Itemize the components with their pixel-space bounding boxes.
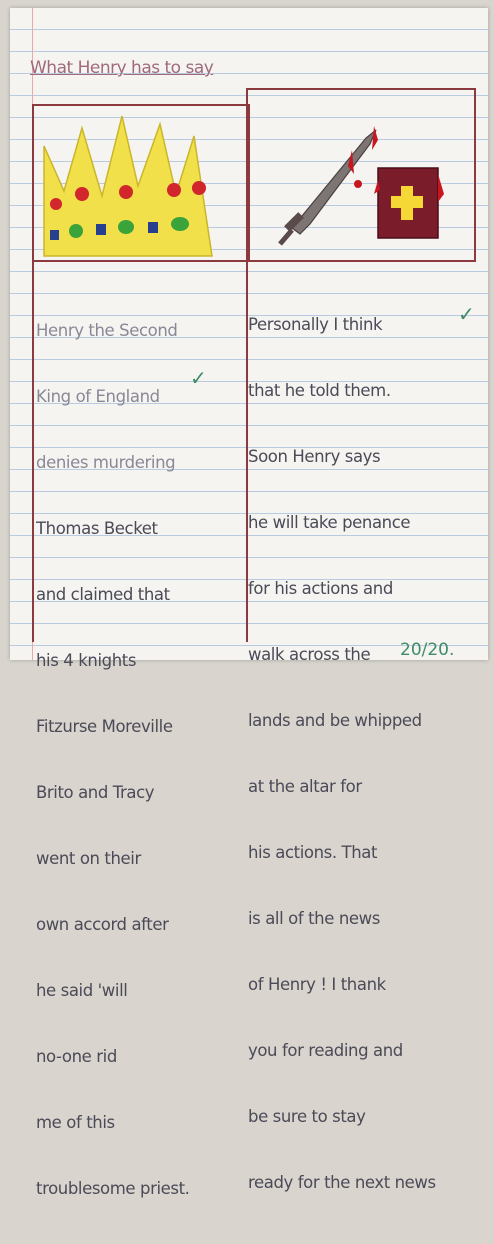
- green-jewel: [69, 224, 83, 238]
- text-line: Fitzurse Moreville: [36, 717, 173, 736]
- red-jewel: [192, 181, 206, 195]
- text-line: me of this: [36, 1113, 115, 1132]
- blue-jewel: [148, 222, 158, 233]
- text-line: that he told them.: [248, 381, 391, 400]
- text-line: and claimed that: [36, 585, 170, 604]
- sword-book-drawing: [248, 90, 474, 260]
- text-line: walk across the: [248, 645, 371, 664]
- red-jewel: [167, 183, 181, 197]
- blood-drip: [438, 174, 444, 202]
- text-line: denies murdering: [36, 453, 176, 472]
- page-heading: What Henry has to say: [30, 58, 214, 78]
- sword-hilt: [280, 230, 292, 244]
- text-line: he will take penance: [248, 513, 411, 532]
- blood-drop: [354, 180, 362, 188]
- text-line: troublesome priest.: [36, 1179, 190, 1198]
- blue-jewel: [96, 224, 106, 235]
- left-column-text: [36, 276, 190, 1244]
- text-line: at the altar for: [248, 777, 362, 796]
- green-jewel: [171, 217, 189, 231]
- check-mark-icon: ✓: [190, 366, 207, 390]
- red-jewel: [75, 187, 89, 201]
- red-jewel: [119, 185, 133, 199]
- text-line: be sure to stay: [248, 1107, 366, 1126]
- text-line: he said 'will: [36, 981, 128, 1000]
- sword-blade: [292, 130, 376, 234]
- cross-horizontal: [391, 196, 423, 208]
- text-line: own accord after: [36, 915, 169, 934]
- blue-jewel: [50, 230, 59, 240]
- text-line: no-one rid: [36, 1047, 117, 1066]
- text-line: his 4 knights: [36, 651, 137, 670]
- text-line: King of England: [36, 387, 160, 406]
- text-line: ready for the next news: [248, 1173, 436, 1192]
- text-line: Henry the Second: [36, 321, 178, 340]
- text-line: Personally I think: [248, 315, 383, 334]
- text-line: lands and be whipped: [248, 711, 422, 730]
- red-jewel: [50, 198, 62, 210]
- text-line: is all of the news: [248, 909, 380, 928]
- right-column-text: [248, 270, 436, 1238]
- check-mark-icon: ✓: [458, 302, 475, 326]
- notebook-page: [10, 8, 488, 1198]
- text-line: of Henry ! I thank: [248, 975, 386, 994]
- text-line: for his actions and: [248, 579, 393, 598]
- green-jewel: [118, 220, 134, 234]
- text-line: went on their: [36, 849, 141, 868]
- text-line: you for reading and: [248, 1041, 403, 1060]
- text-line: Thomas Becket: [36, 519, 158, 538]
- text-line: Brito and Tracy: [36, 783, 155, 802]
- teacher-score: 20/20.: [400, 640, 455, 660]
- crown-drawing: [34, 106, 248, 260]
- text-line: Soon Henry says: [248, 447, 381, 466]
- sword-book-picture-frame: [246, 88, 476, 262]
- crown-picture-frame: [32, 104, 250, 262]
- text-line: his actions. That: [248, 843, 378, 862]
